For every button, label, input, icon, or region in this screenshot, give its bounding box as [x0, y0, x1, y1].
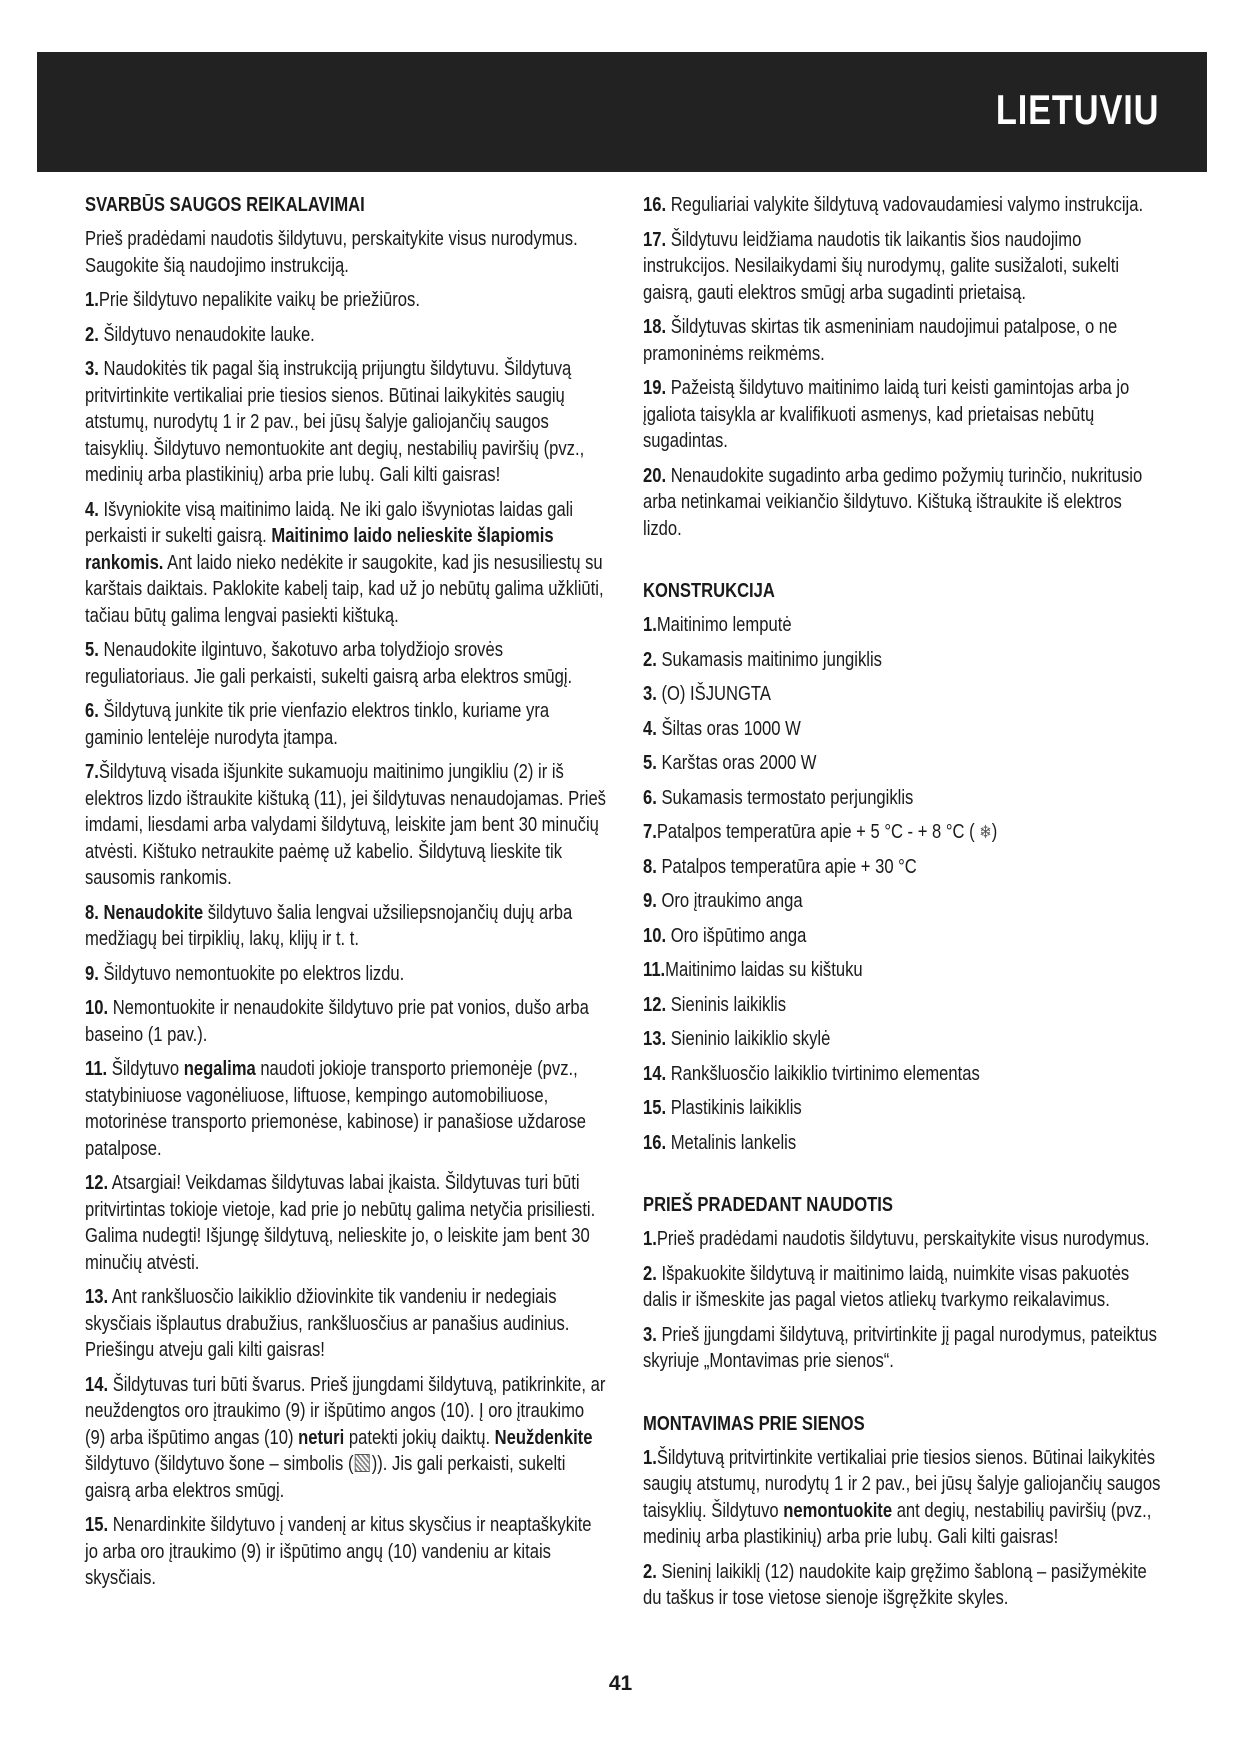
construction-item-11: 11.Maitinimo laidas su kištuku [643, 959, 863, 981]
before-item-2: 2. Išpakuokite šildytuvą ir maitinimo laidą, nuimkite visas pakuotės dalis ir išmeskite jas pagal vietos atliekų tvarkymo reikalavimus. [643, 1262, 1130, 1311]
safety-item-20: 20. Nenaudokite sugadinto arba gedimo požymių turinčio, nukritusio arba netinkamai veikiančio šildytuvo. Kištuką ištraukite iš elektros lizdo. [643, 464, 1143, 540]
construction-item-14: 14. Rankšluosčio laikiklio tvirtinimo elementas [643, 1062, 980, 1085]
safety-item-11: 11. Šildytuvo negalima naudoti jokioje transporto priemonėje (pvz., statybiniuose vagonėliuose, liftuose, kempingo automobiliuose, motorinėse transporto priemonėse, kabinose) ir panašiose uždarose patalpose. [85, 1058, 587, 1160]
snowflake-icon: ❄ [979, 822, 992, 842]
right-column [643, 192, 1166, 1620]
construction-item-13: 13. Sieninio laikiklio skylė [643, 1028, 831, 1050]
construction-item-15: 15. Plastikinis laikiklis [643, 1097, 802, 1119]
construction-item-7: 7.Patalpos temperatūra apie + 5 °C - + 8 °C ( ❄) [643, 821, 998, 843]
before-use-title: PRIEŠ PRADEDANT NAUDOTIS [643, 1194, 893, 1216]
construction-item-10: 10. Oro išpūtimo anga [643, 924, 807, 947]
safety-item-13: 13. Ant rankšluosčio laikiklio džiovinkite tik vandeniu ir nedegiais skysčiais išplautus drabužius, rankšluosčius ar panašius audinius. Priešingu atveju gali kilti gaisras! [85, 1286, 570, 1361]
safety-item-14: 14. Šildytuvas turi būti švarus. Prieš įjungdami šildytuvą, patikrinkite, ar neuždengtos oro įtraukimo (9) ir išpūtimo angos (10). Į oro įtraukimo (9) arba išpūtimo angas (10) neturi patekti jokių daiktų. Neuždenkite šildytuvo (šildytuvo šone – simbolis ( )). Jis gali perkaisti, sukelti gaisrą arba elektros smūgį. [85, 1373, 606, 1502]
safety-title: SVARBŪS SAUGOS REIKALAVIMAI [85, 194, 365, 216]
mounting-item-1: 1.Šildytuvą pritvirtinkite vertikaliai prie tiesios sienos. Būtinai laikykitės saugių atstumų, nurodytų 1 ir 2 pav., bei jūsų šalyje galiojančių saugos taisyklių. Šildytuvo nemontuokite ant degių, nestabilių paviršių (pvz., medinių arba plastikinių) arba prie lubų. Gali kilti gaisras! [643, 1446, 1161, 1548]
construction-item-5: 5. Karštas oras 2000 W [643, 752, 817, 774]
safety-item-18: 18. Šildytuvas skirtas tik asmeniniam naudojimui patalpose, o ne pramoninėms reikmėms. [643, 316, 1118, 365]
construction-item-16: 16. Metalinis lankelis [643, 1131, 797, 1154]
safety-item-12: 12. Atsargiai! Veikdamas šildytuvas labai įkaista. Šildytuvas turi būti pritvirtintas tokioje vietoje, kad prie jo nebūtų galima netyčia prisiliesti. Galima nudegti! Išjungę šildytuvą, nelieskite jo, o leiskite jam bent 30 minučių atvėsti. [85, 1172, 596, 1274]
safety-item-4: 4. Išvyniokite visą maitinimo laidą. Ne iki galo išvyniotas laidas gali perkaisti ir sukelti gaisrą. Maitinimo laido nelieskite šlapiomis rankomis. Ant laido nieko nedėkite ir saugokite, kad jis nesusiliestų su karštais daiktais. Paklokite kabelį taip, kad už jo nebūtų galima užkliūti, tačiau būtų galima lengvai pasiekti kištuką. [85, 498, 604, 627]
safety-item-3: 3. Naudokitės tik pagal šią instrukciją prijungtu šildytuvu. Šildytuvą pritvirtinkite vertikaliai prie tiesios sienos. Būtinai laikykitės saugių atstumų, nurodytų 1 ir 2 pav., bei jūsų šalyje galiojančių saugos taisyklių. Šildytuvo nemontuokite ant degių, nestabilių paviršių (pvz., medinių arba plastikinių) arba prie lubų. Gali kilti gaisras! [85, 358, 585, 486]
safety-item-1: 1.Prie šildytuvo nepalikite vaikų be priežiūros. [85, 289, 420, 311]
safety-item-2: 2. Šildytuvo nenaudokite lauke. [85, 323, 315, 346]
do-not-cover-symbol-icon [355, 1454, 370, 1472]
safety-item-9: 9. Šildytuvo nemontuokite po elektros lizdu. [85, 962, 405, 985]
safety-item-8: 8. Nenaudokite šildytuvo šalia lengvai užsiliepsnojančių dujų arba medžiagų bei tirpiklių, lakų, klijų ir t. t. [85, 901, 573, 950]
construction-item-8: 8. Patalpos temperatūra apie + 30 °C [643, 855, 917, 878]
safety-item-19: 19. Pažeistą šildytuvo maitinimo laidą turi keisti gamintojas arba jo įgaliota taisykla ar kvalifikuoti asmenys, kad prietaisas nebūtų sugadintas. [643, 377, 1130, 452]
construction-item-4: 4. Šiltas oras 1000 W [643, 717, 801, 740]
construction-item-12: 12. Sieninis laikiklis [643, 993, 787, 1016]
construction-item-6: 6. Sukamasis termostato perjungiklis [643, 786, 914, 809]
language-title: LIETUVIU [995, 86, 1159, 133]
before-item-1: 1.Prieš pradėdami naudotis šildytuvu, perskaitykite visus nurodymus. [643, 1228, 1150, 1250]
mounting-title: MONTAVIMAS PRIE SIENOS [643, 1412, 865, 1435]
safety-item-7: 7.Šildytuvą visada išjunkite sukamuoju maitinimo jungikliu (2) ir iš elektros lizdo ištraukite kištuką (11), jei šildytuvas nenaudojamas. Prieš imdami, liesdami arba valydami šildytuvą, leiskite jam bent 30 minučių atvėsti. Kištuko netraukite paėmę už kabelio. Šildytuvą lieskite tik sausomis rankomis. [85, 761, 606, 889]
safety-item-17: 17. Šildytuvu leidžiama naudotis tik laikantis šios naudojimo instrukcijos. Nesilaikydami šių nurodymų, galite susižaloti, sukelti gaisrą, gauti elektros smūgį arba sugadinti prietaisą. [643, 228, 1120, 304]
spacer [643, 1383, 1166, 1411]
page-number: 41 [608, 1672, 633, 1695]
construction-item-2: 2. Sukamasis maitinimo jungiklis [643, 648, 882, 671]
spacer [643, 550, 1166, 578]
safety-item-5: 5. Nenaudokite ilgintuvo, šakotuvo arba tolydžiojo srovės reguliatoriaus. Jie gali perkaisti, sukelti gaisrą arba elektros smūgį. [85, 639, 573, 688]
construction-item-3: 3. (O) IŠJUNGTA [643, 683, 771, 705]
safety-intro: Prieš pradėdami naudotis šildytuvu, perskaitykite visus nurodymus. Saugokite šią naudojimo instrukciją. [85, 228, 578, 277]
construction-item-9: 9. Oro įtraukimo anga [643, 890, 803, 912]
left-column [85, 192, 610, 1600]
safety-item-15: 15. Nenardinkite šildytuvo į vandenį ar kitus skysčius ir neaptaškykite jo arba oro įtraukimo (9) ir išpūtimo angų (10) vandeniu ar kitais skysčiais. [85, 1514, 592, 1589]
before-item-3: 3. Prieš įjungdami šildytuvą, pritvirtinkite jį pagal nurodymus, pateiktus skyriuje „Montavimas prie sienos“. [643, 1323, 1157, 1372]
construction-title: KONSTRUKCIJA [643, 580, 775, 602]
header-band [37, 52, 1207, 172]
safety-item-6: 6. Šildytuvą junkite tik prie vienfazio elektros tinklo, kuriame yra gaminio lentelėje nurodyta įtampa. [85, 700, 550, 749]
mounting-item-2: 2. Sieninį laikiklį (12) naudokite kaip gręžimo šabloną – pasižymėkite du taškus ir tose vietose sienoje išgręžkite skyles. [643, 1560, 1147, 1609]
construction-item-1: 1.Maitinimo lemputė [643, 614, 792, 636]
safety-item-16: 16. Reguliariai valykite šildytuvą vadovaudamiesi valymo instrukcija. [643, 194, 1144, 216]
spacer [643, 1164, 1166, 1192]
safety-item-10: 10. Nemontuokite ir nenaudokite šildytuvo prie pat vonios, dušo arba baseino (1 pav.). [85, 997, 589, 1046]
